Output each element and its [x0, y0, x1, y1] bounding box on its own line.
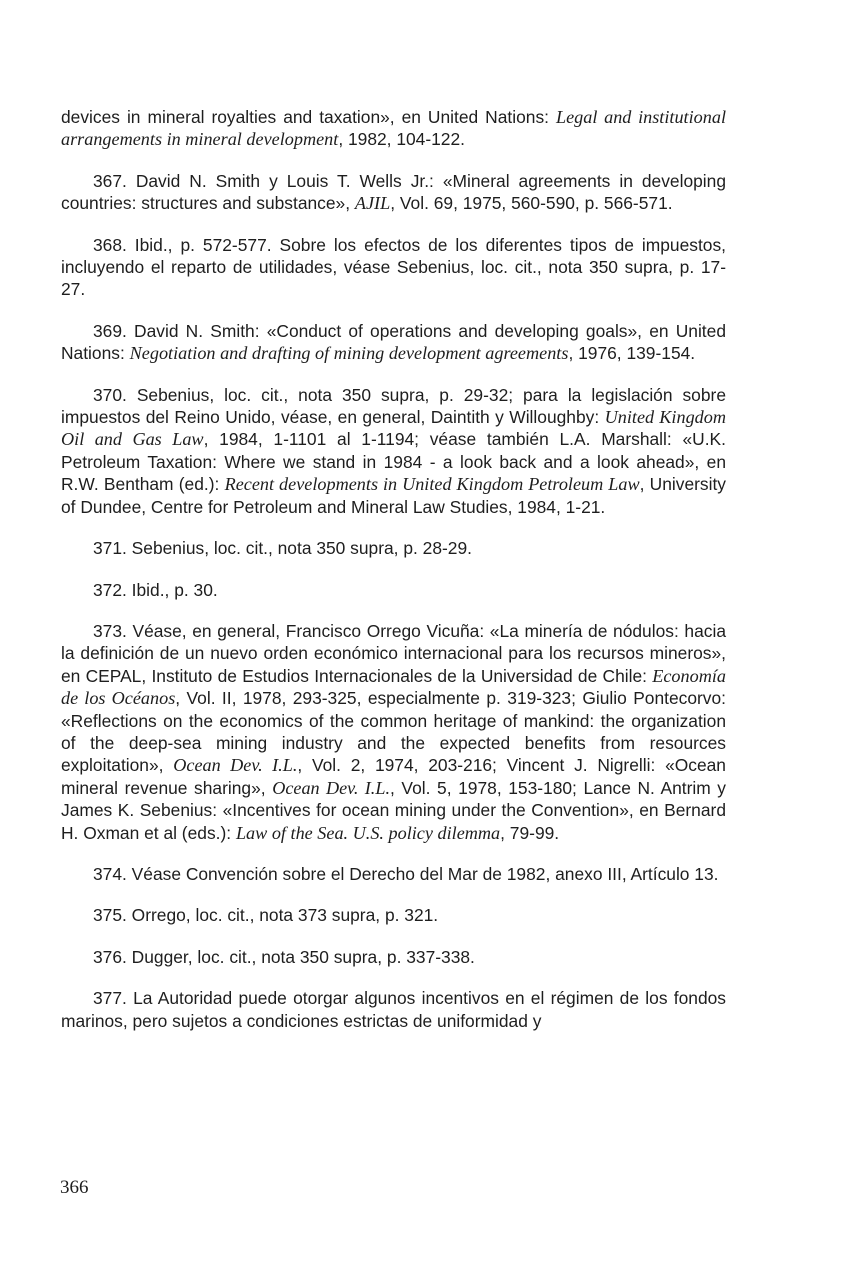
footnote-text: 368. Ibid., p. 572-577. Sobre los efectos de los diferentes tipos de impuestos, incluyendo el reparto de utilidades, véase Sebenius, loc. cit., nota 350 supra, p. 17-27.	[61, 234, 726, 300]
footnote-text: 372. Ibid., p. 30.	[93, 579, 218, 600]
footnotes	[61, 106, 726, 1051]
footnote-text: , Vol. II, 1978, 293-325, especialmente p. 319-323; Giulio Pontecorvo: «Reflections on the economics of the common heritage of mankind: the organization of the deep-sea mining industry and the expected benefits from resources exploitation»,	[61, 688, 726, 776]
footnote-text: devices in mineral royalties and taxation», en United Nations:	[61, 107, 556, 127]
footnote-text: 376. Dugger, loc. cit., nota 350 supra, p. 337-338.	[93, 946, 475, 967]
footnote	[61, 620, 726, 844]
footnote	[61, 863, 726, 885]
footnote-text: , Vol. 5, 1978, 153-180; Lance N. Antrim y James K. Sebenius: «Incentives for ocean mining under the Convention», en Bernard H. Oxman et al (eds.):	[61, 777, 727, 843]
footnote	[61, 537, 726, 559]
footnote-title-italic: Ocean Dev. I.L.	[272, 777, 391, 798]
footnote-text: , University of Dundee, Centre for Petroleum and Mineral Law Studies, 1984, 1-21.	[61, 474, 726, 517]
footnote-text: 374. Véase Convención sobre el Derecho del Mar de 1982, anexo III, Artículo 13.	[93, 863, 719, 884]
footnote	[61, 987, 726, 1032]
footnote-text: , Vol. 69, 1975, 560-590, p. 566-571.	[390, 193, 673, 214]
footnote-title-italic: Ocean Dev. I.L.	[173, 755, 298, 776]
footnote	[61, 170, 726, 215]
footnote-title-italic: AJIL	[354, 193, 391, 214]
footnote-text: 375. Orrego, loc. cit., nota 373 supra, p. 321.	[93, 905, 439, 926]
footnote	[61, 234, 726, 301]
footnote	[61, 904, 726, 926]
footnote-text: 377. La Autoridad puede otorgar algunos incentivos en el régimen de los fondos marinos, pero sujetos a condiciones estrictas de uniformidad y	[61, 988, 726, 1031]
footnote-title-italic: United Kingdom Oil and Gas Law	[61, 407, 726, 450]
footnote	[61, 320, 726, 365]
footnote-title-italic: Recent developments in United Kingdom Petroleum Law	[224, 474, 640, 495]
footnote-title-italic: Law of the Sea. U.S. policy dilemma	[235, 822, 501, 843]
footnote-text: 369. David N. Smith: «Conduct of operations and developing goals», en United Nations:	[61, 320, 726, 364]
footnote-text: , 79-99.	[500, 822, 560, 843]
footnote-text: , 1976, 139-154.	[568, 343, 696, 364]
footnote-text: 370. Sebenius, loc. cit., nota 350 supra, p. 29-32; para la legislación sobre impuestos del Reino Unido, véase, en general, Daintith y Willoughby:	[61, 384, 726, 428]
footnote-text: , 1982, 104-122.	[338, 129, 465, 150]
footnote-text: , 1984, 1-1101 al 1-1194; véase también L.A. Marshall: «U.K. Petroleum Taxation: Where we stand in 1984 - a look back and a look ahead», en R.W. Bentham (ed.):	[61, 429, 726, 495]
page-number: 366	[60, 1177, 89, 1198]
footnote-title-italic: Negotiation and drafting of mining development agreements	[129, 343, 569, 364]
footnote	[61, 384, 726, 518]
footnote	[61, 946, 726, 968]
footnote	[61, 579, 726, 601]
footnote-title-italic: Legal and institutional arrangements in mineral development	[61, 107, 726, 150]
footnote-text: , Vol. 2, 1974, 203-216; Vincent J. Nigrelli: «Ocean mineral revenue sharing»,	[61, 755, 726, 798]
footnote-continuation	[61, 106, 726, 151]
footnote-text: 367. David N. Smith y Louis T. Wells Jr.: «Mineral agreements in developing countries: structures and substance»,	[61, 170, 726, 214]
footnote-text: 373. Véase, en general, Francisco Orrego Vicuña: «La minería de nódulos: hacia la definición de un nuevo orden económico internacional para los recursos mineros», en CEPAL, Instituto de Estudios Internacionales de la Universidad de Chile:	[61, 620, 726, 686]
footnote-text: 371. Sebenius, loc. cit., nota 350 supra, p. 28-29.	[93, 538, 472, 559]
footnote-title-italic: Economía de los Océanos	[61, 665, 726, 709]
